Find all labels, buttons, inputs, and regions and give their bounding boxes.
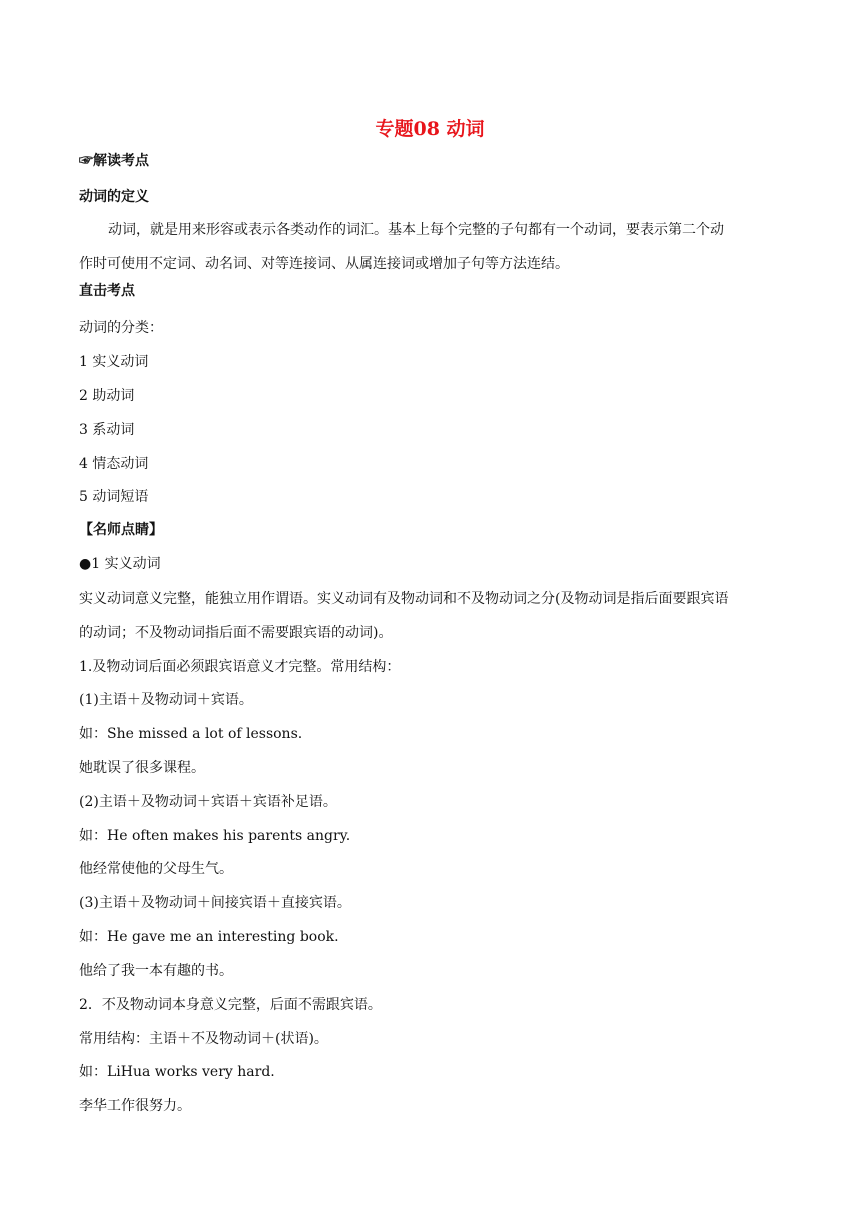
example-line: 如：She missed a lot of lessons. bbox=[79, 726, 303, 742]
translation-line: 他经常使他的父母生气。 bbox=[79, 861, 233, 877]
category-item: 5 动词短语 bbox=[79, 489, 149, 505]
translation-line: 她耽误了很多课程。 bbox=[79, 760, 205, 776]
structure-line: (1)主语＋及物动词＋宾语。 bbox=[79, 692, 253, 708]
paragraph-line: 1.及物动词后面必须跟宾语意义才完整。常用结构： bbox=[79, 659, 401, 675]
classification-heading: 动词的分类： bbox=[79, 320, 163, 336]
paragraph-line: 的动词；不及物动词指后面不需要跟宾语的动词)。 bbox=[79, 625, 393, 641]
page-title: 专题08 动词 bbox=[375, 118, 485, 140]
structure-line: (2)主语＋及物动词＋宾语＋宾语补足语。 bbox=[79, 794, 337, 810]
structure-line: 常用结构：主语＋不及物动词＋(状语)。 bbox=[79, 1031, 328, 1047]
section-heading-zhiji: 直击考点 bbox=[79, 283, 135, 299]
structure-line: (3)主语＋及物动词＋间接宾语＋直接宾语。 bbox=[79, 895, 351, 911]
translation-line: 他给了我一本有趣的书。 bbox=[79, 963, 233, 979]
definition-text-line-2: 作时可使用不定词、动名词、对等连接词、从属连接词或增加子句等方法连结。 bbox=[79, 256, 569, 272]
example-line: 如：LiHua works very hard. bbox=[79, 1064, 275, 1080]
paragraph-line: 实义动词意义完整，能独立用作谓语。实义动词有及物动词和不及物动词之分(及物动词是指后面要跟宾语 bbox=[79, 591, 729, 607]
definition-text-line-1: 动词，就是用来形容或表示各类动作的词汇。基本上每个完整的子句都有一个动词，要表示第二个动 bbox=[108, 222, 724, 238]
paragraph-line: 2．不及物动词本身意义完整，后面不需跟宾语。 bbox=[79, 997, 382, 1013]
tips-heading: 【名师点睛】 bbox=[79, 522, 163, 538]
item1-heading: ●1 实义动词 bbox=[79, 556, 161, 572]
section-heading-jiedu: ☞解读考点 bbox=[79, 153, 149, 169]
category-item: 1 实义动词 bbox=[79, 354, 149, 370]
category-item: 2 助动词 bbox=[79, 388, 135, 404]
category-item: 3 系动词 bbox=[79, 422, 135, 438]
translation-line: 李华工作很努力。 bbox=[79, 1098, 191, 1114]
example-line: 如：He gave me an interesting book. bbox=[79, 929, 339, 945]
category-item: 4 情态动词 bbox=[79, 456, 149, 472]
example-line: 如：He often makes his parents angry. bbox=[79, 828, 351, 844]
definition-heading: 动词的定义 bbox=[79, 189, 149, 205]
